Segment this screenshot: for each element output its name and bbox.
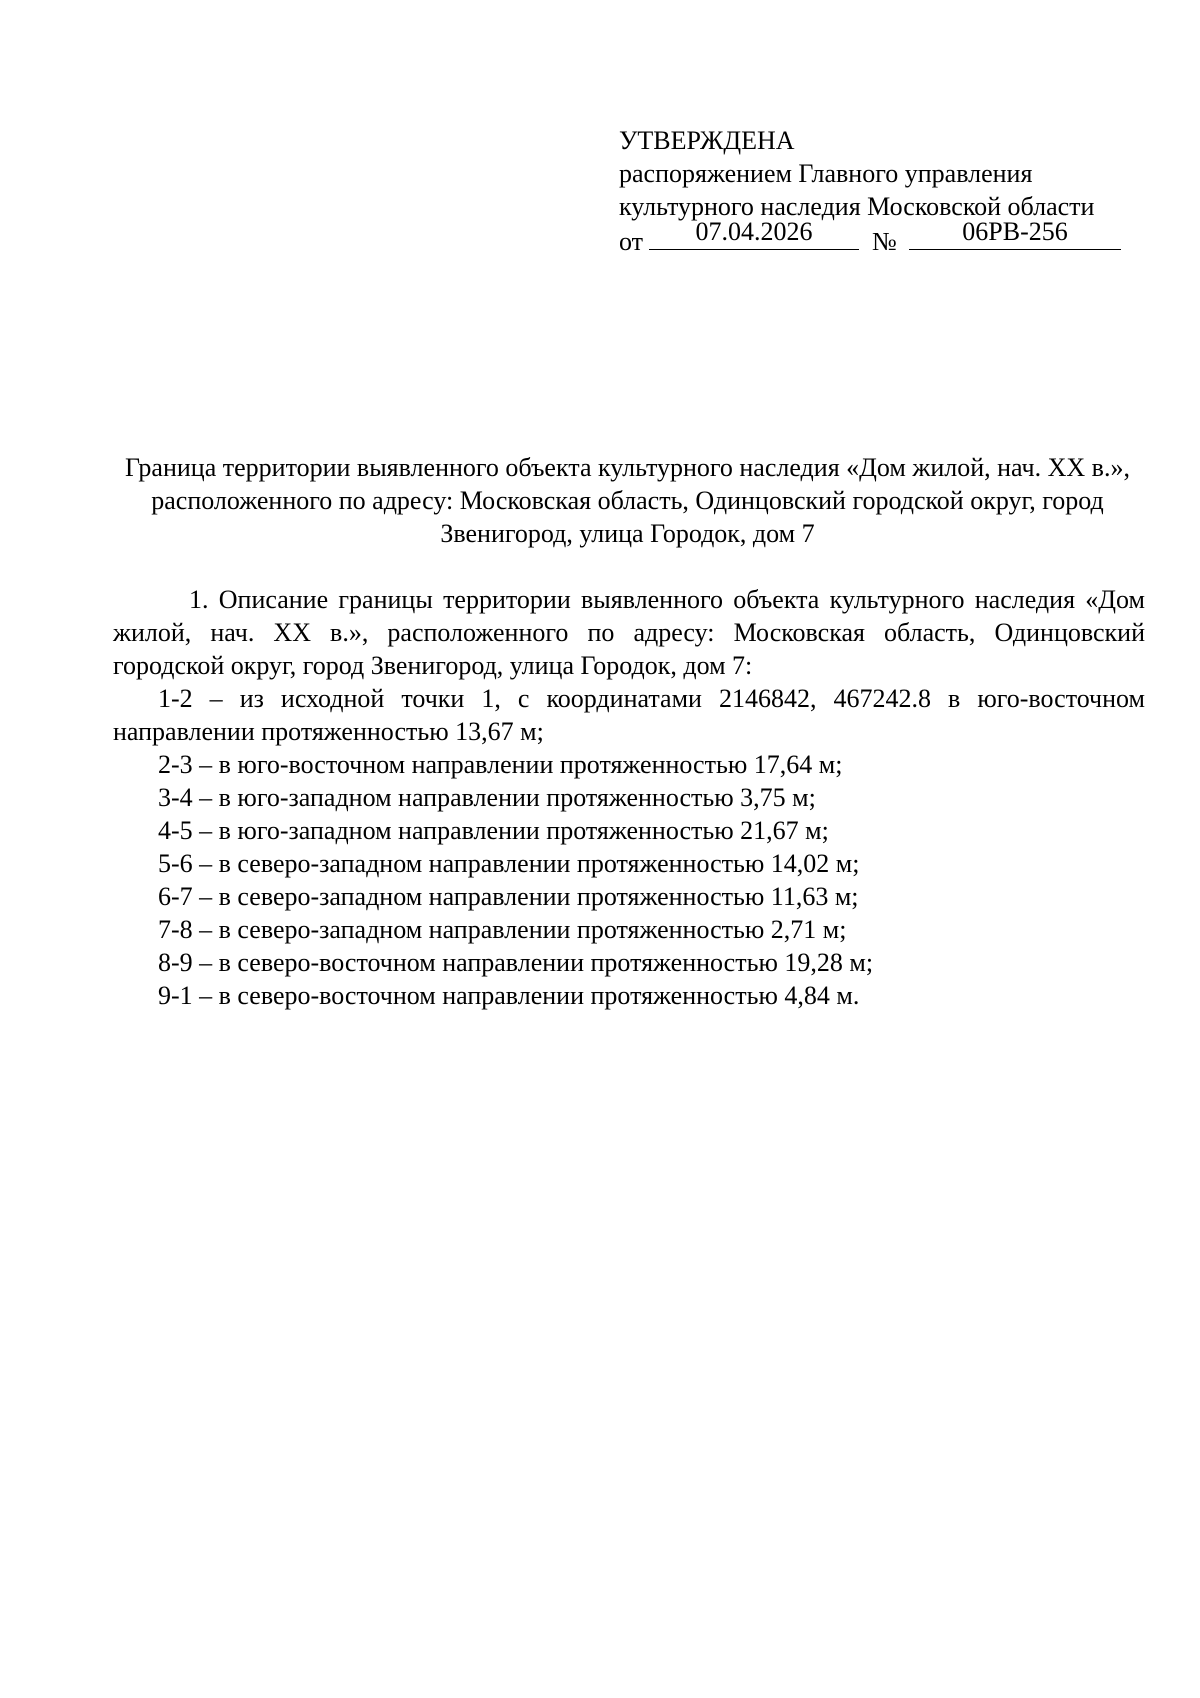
boundary-segment-5-6: 5-6 – в северо-западном направлении протяженностью 14,02 м; bbox=[158, 849, 860, 878]
boundary-segment-3-4: 3-4 – в юго-западном направлении протяженностью 3,75 м; bbox=[158, 783, 816, 812]
approval-reference bbox=[619, 217, 1139, 259]
approval-line-2: культурного наследия Московской области bbox=[619, 192, 1095, 221]
boundary-segment-1-2: 1-2 – из исходной точки 1, с координатами 2146842, 467242.8 в юго-восточном направлении протяженностью 13,67 м; bbox=[113, 684, 1145, 746]
date-prefix: от bbox=[619, 227, 644, 256]
boundary-segment-4-5: 4-5 – в юго-западном направлении протяженностью 21,67 м; bbox=[158, 816, 829, 845]
boundary-segment-7-8: 7-8 – в северо-западном направлении протяженностью 2,71 м; bbox=[158, 915, 847, 944]
boundary-segment-8-9: 8-9 – в северо-восточном направлении протяженностью 19,28 м; bbox=[158, 948, 874, 977]
intro-paragraph: 1. Описание границы территории выявленного объекта культурного наследия «Дом жилой, нач. XX в.», расположенного по адресу: Московская область, Одинцовский городской округ, город Звенигород, улица Городок, дом 7: bbox=[113, 585, 1145, 680]
approval-heading: УТВЕРЖДЕНА bbox=[619, 126, 795, 155]
approval-number: 06РВ-256 bbox=[909, 217, 1121, 250]
boundary-segment-9-1: 9-1 – в северо-восточном направлении протяженностью 4,84 м. bbox=[158, 981, 860, 1010]
boundary-segment-2-3: 2-3 – в юго-восточном направлении протяженностью 17,64 м; bbox=[158, 750, 843, 779]
approval-stamp bbox=[619, 124, 1139, 259]
document-body bbox=[113, 583, 1145, 1012]
number-sign: № bbox=[872, 227, 897, 256]
document-title: Граница территории выявленного объекта культурного наследия «Дом жилой, нач. XX в.», расположенного по адресу: Московская область, Одинцовский городской округ, город Звенигород, улица Городок, дом 7 bbox=[125, 453, 1130, 548]
approval-line-1: распоряжением Главного управления bbox=[619, 159, 1033, 188]
approval-date: 07.04.2026 bbox=[649, 217, 859, 250]
boundary-segment-6-7: 6-7 – в северо-западном направлении протяженностью 11,63 м; bbox=[158, 882, 859, 911]
